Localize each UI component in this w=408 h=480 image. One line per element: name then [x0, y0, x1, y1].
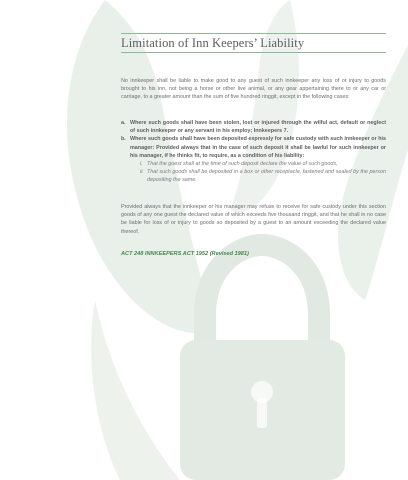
- subclause-text: That such goods shall be deposited in a box or other receptacle, fastened and sealed by the person depositing the same.: [147, 169, 386, 184]
- subclause-marker: i.: [140, 161, 143, 168]
- subclause-ii: [140, 168, 386, 184]
- clause-text: Where such goods shall have been deposited expressly for safe custody with such innkeeper or his manager: Provided always that in the case of such deposit it shall be lawful for such innkeeper or his manager, if he thinks fit, to require, as a condition of his liability:: [130, 136, 386, 159]
- subclause-list: [130, 160, 386, 185]
- act-reference: ACT 248 INNKEEPERS ACT 1952 (Revised 1981): [121, 251, 249, 257]
- clause-text: Where such goods shall have been stolen, lost or injured through the wilful act, default or neglect of such innkeeper or any servant in his employ; Innkeepers 7.: [130, 120, 386, 135]
- title-rule-bottom: [121, 52, 386, 53]
- clause-marker: b.: [121, 136, 126, 143]
- title-rule-top: [121, 33, 386, 34]
- clause-list: [121, 119, 386, 185]
- subclause-marker: ii.: [140, 169, 144, 176]
- proviso-paragraph: Provided always that the innkeeper or his manager may refuse to receive for safe custody under this section goods of any one guest the declared value of which exceeds five thousand ringgit, and that he shall in no case be liable for loss of or injury to goods so deposited by a guest to an amount exceeding the declared value thereof.: [121, 204, 386, 235]
- clause-marker: a.: [121, 120, 126, 126]
- subclause-i: [140, 160, 386, 168]
- clause-b: [121, 135, 386, 184]
- subclause-text: That the guest shall at the time of such deposit declare the value of such goods,: [147, 161, 338, 168]
- page-title: Limitation of Inn Keepers’ Liability: [121, 36, 305, 50]
- intro-paragraph: No innkeeper shall be liable to make good to any guest of such innkeeper any loss of or injury to goods brought to his inn, not being a horse or other live animal, or any gear appertaining there to or any car or carriage, to a greater amount than the sum of five hundred ringgit, except in the following cases:: [121, 78, 386, 101]
- clause-a: [121, 119, 386, 135]
